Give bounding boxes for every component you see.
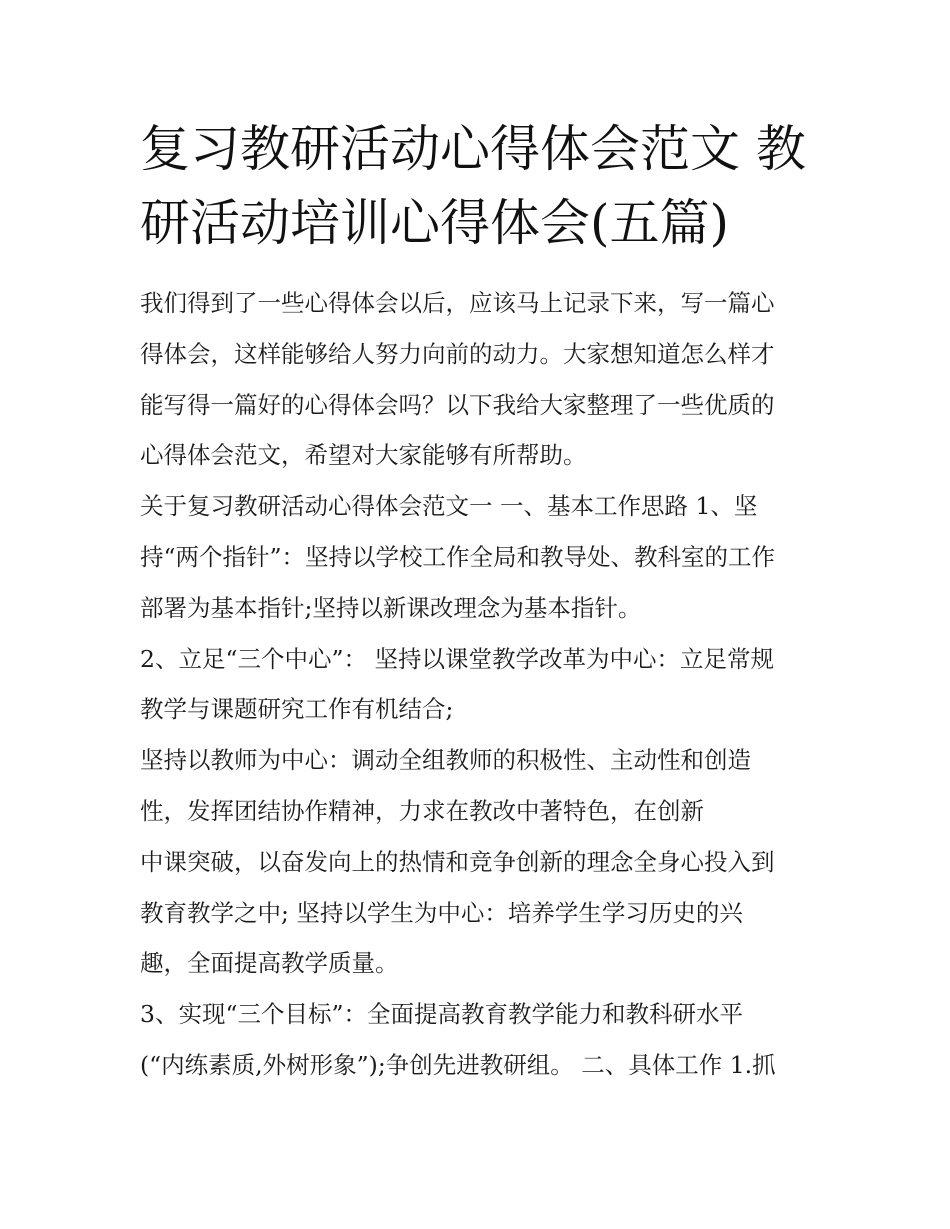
body-line: 得体会，这样能够给人努力向前的动力。大家想知道怎么样才 [140, 339, 775, 368]
title-line: 复习教研活动心得体会范文 教 [140, 120, 806, 178]
body-line: 教学与课题研究工作有机结合; [140, 695, 454, 724]
body-line: (“内练素质,外树形象”);争创先进教研组。 二、具体工作 1.抓 [140, 1050, 776, 1079]
body-line: 我们得到了一些心得体会以后，应该马上记录下来，写一篇心 [140, 289, 775, 317]
body-line: 教育教学之中; 坚持以学生为中心：培养学生学习历史的兴 [140, 898, 743, 927]
body-line: 持“两个指针”：坚持以学校工作全局和教导处、教科室的工作 [140, 542, 776, 571]
body-line: 趣，全面提高教学质量。 [140, 949, 399, 978]
body-line: 性，发挥团结协作精神，力求在教改中著特色，在创新 [140, 796, 704, 825]
document-title [140, 112, 820, 260]
document-body [140, 278, 820, 1091]
title-line: 研活动培训心得体会(五篇) [140, 194, 730, 252]
body-line: 关于复习教研活动心得体会范文一 一、基本工作思路 1、坚 [140, 492, 758, 521]
body-line: 2、立足“三个中心”： 坚持以课堂教学改革为中心：立足常规 [140, 644, 774, 673]
body-line: 中课突破，以奋发向上的热情和竞争创新的理念全身心投入到 [140, 847, 775, 876]
body-line: 部署为基本指针;坚持以新课改理念为基本指针。 [140, 593, 642, 622]
body-line: 能写得一篇好的心得体会吗？以下我给大家整理了一些优质的 [140, 390, 775, 419]
body-line: 3、实现“三个目标”：全面提高教育教学能力和教科研水平 [140, 1000, 743, 1029]
body-line: 坚持以教师为中心：调动全组教师的积极性、主动性和创造 [140, 746, 751, 775]
body-line: 心得体会范文，希望对大家能够有所帮助。 [140, 441, 587, 470]
